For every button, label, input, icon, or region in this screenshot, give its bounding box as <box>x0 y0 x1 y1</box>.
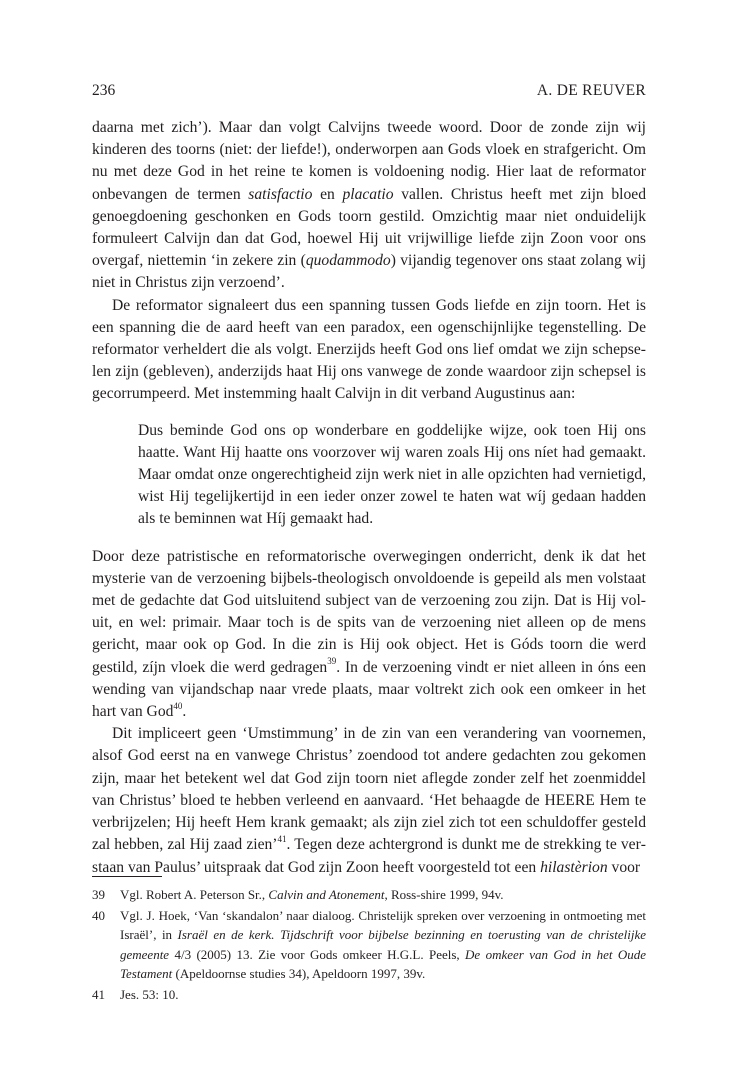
footnote-text <box>120 987 179 1002</box>
quote-text <box>138 420 646 531</box>
text-run: . In de verzoening vindt er niet alleen in óns een wending van vijandschap naar vrede plaats, maar voltrekt zich ook een omkeer in het hart van God <box>92 658 646 721</box>
running-header <box>92 80 646 102</box>
footnote-39 <box>92 885 646 904</box>
text-run: Dus beminde God ons op wonderbare en goddelijke wijze, ook toen Hij ons haatte. Want Hij haatte ons voorzover wij waren zoals Hij ons níet had gemaakt. Maar omdat onze ongerechtigheid zijn werk niet in alle opzichten had vernietigd, wist Hij tegelijkertijd in een ieder onzer zowel te haten wat wíj gedaan hadden als te beminnen wat Híj gemaakt had. <box>138 421 646 528</box>
text-run: Jes. 53: 10. <box>120 987 179 1003</box>
footnote-40 <box>92 906 646 983</box>
text-run: , Ross-shire 1999, 94v. <box>384 887 504 902</box>
paragraph-4 <box>92 723 646 878</box>
italic-term: quodammodo <box>305 252 391 270</box>
text-run: . <box>182 703 187 721</box>
text-run: De reformator signaleert dus een spanning tussen Gods liefde en zijn toorn. Het is een spanning die de aard heeft van een paradox, een ogenschijnlijke tegenstelling. De reformator verheldert die als volgt. Enerzijds heeft God ons lief omdat we zijn schepselen zijn (gebleven), anderzijds haat Hij ons vanwege de zonde waardoor zijn schepsel is gecorrumpeerd. Met instemming haalt Calvijn in dit verband Augustinus aan: <box>92 296 646 403</box>
italic-term: Calvin and Atonement <box>268 887 385 902</box>
paragraph-2 <box>92 295 646 406</box>
text-run: Vgl. Robert A. Peterson Sr., <box>120 887 269 902</box>
footnote-41 <box>92 985 646 1004</box>
paragraph-3 <box>92 546 646 724</box>
footnotes <box>92 885 646 1006</box>
italic-term: satisfactio <box>248 185 313 203</box>
block-quote <box>138 420 646 531</box>
text-run: . Tegen deze achtergrond is dunkt me de strekking te verstaan van Paulus’ uitspraak dat God zijn Zoon heeft voorgesteld tot een <box>92 836 646 876</box>
main-text <box>92 117 646 879</box>
footnote-number: 40 <box>92 908 105 924</box>
text-run: Vgl. J. Hoek, ‘Van ‘skandalon’ naar dialoog. Christelijk spreken over verzoening in ontmoeting met Israël’, in <box>120 908 646 943</box>
footnote-number: 39 <box>92 887 105 902</box>
text-run: voor <box>607 858 641 876</box>
page-number: 236 <box>92 82 116 99</box>
paragraph-1 <box>92 117 646 295</box>
italic-term: De omkeer van God in het Oude Testament <box>120 946 646 981</box>
text-run: Dit impliceert geen ‘Umstimmung’ in de zin van een verandering van voornemen, alsof God eerst na en vanwege Christus’ zoendood tot andere gedachten zou gekomen zijn, maar het betekent wel dat God zijn toorn niet aflegde zonder zelf het zoenmiddel van Christus’ bloed te hebben verleend en aanvaard. ‘Het behaagde de HEERE Hem te verbrijzelen; Hij heeft Hem krank gemaakt; als zijn ziel zich tot een schuldoffer gesteld zal hebben, zal Hij zaad zien’ <box>92 725 646 854</box>
text-run: daarna met zich’). Maar dan volgt Calvijns tweede woord. Door de zonde zijn wij kinderen des toorns (niet: der liefde!), onderworpen aan Gods vloek en strafgericht. Om nu met deze God in het reine te komen is voldoening nodig. Hier laat de reformator onbevangen de termen <box>92 119 646 203</box>
italic-term: hilastèrion <box>540 858 608 876</box>
footnote-ref: 39 <box>327 656 337 667</box>
footnote-number: 41 <box>92 987 105 1003</box>
footnote-ref: 41 <box>277 834 287 845</box>
footnote-separator <box>92 876 162 877</box>
text-run: (Apeldoornse studies 34), Apeldoorn 1997, 39v. <box>172 965 426 981</box>
running-head-author: A. DE REUVER <box>536 82 646 99</box>
italic-term: Israël en de kerk. Tijdschrift voor bijbelse bezinning en toerusting van de christelijke gemeente <box>120 927 646 962</box>
text-run: Door deze patristische en reformatorische overwegingen onderricht, denk ik dat het mysterie van de verzoening bijbels-theologisch onvoldoende is gepeild als men volstaat met de gedachte dat God uitsluitend subject van de verzoening zou zijn. Dat is Hij voluit, en wel: primair. Maar toch is de spits van de verzoening niet alleen op de mens gericht, maar ook op God. In die zin is Hij ook object. Het is Góds toorn die werd gestild, zíjn vloek die werd gedragen <box>92 547 646 676</box>
italic-term: placatio <box>342 185 394 203</box>
footnote-text <box>120 908 646 981</box>
text-run: en <box>312 185 343 203</box>
text-run: ) vijandig tegenover ons staat zolang wij niet in Christus zijn verzoend’. <box>92 252 646 292</box>
footnote-text <box>120 887 504 902</box>
text-run: 4/3 (2005) 13. Zie voor Gods omkeer H.G.L. Peels, <box>169 946 466 962</box>
text-run: vallen. Christus heeft met zijn bloed genoegdoening geschonken en Gods toorn gestild. Omzichtig maar niet onduidelijk formuleert Calvijn dan dat God, hoewel Hij uit vrijwillige liefde zijn Zoon voor ons overgaf, niettemin ‘in zekere zin ( <box>92 185 646 270</box>
footnote-ref: 40 <box>173 700 183 711</box>
